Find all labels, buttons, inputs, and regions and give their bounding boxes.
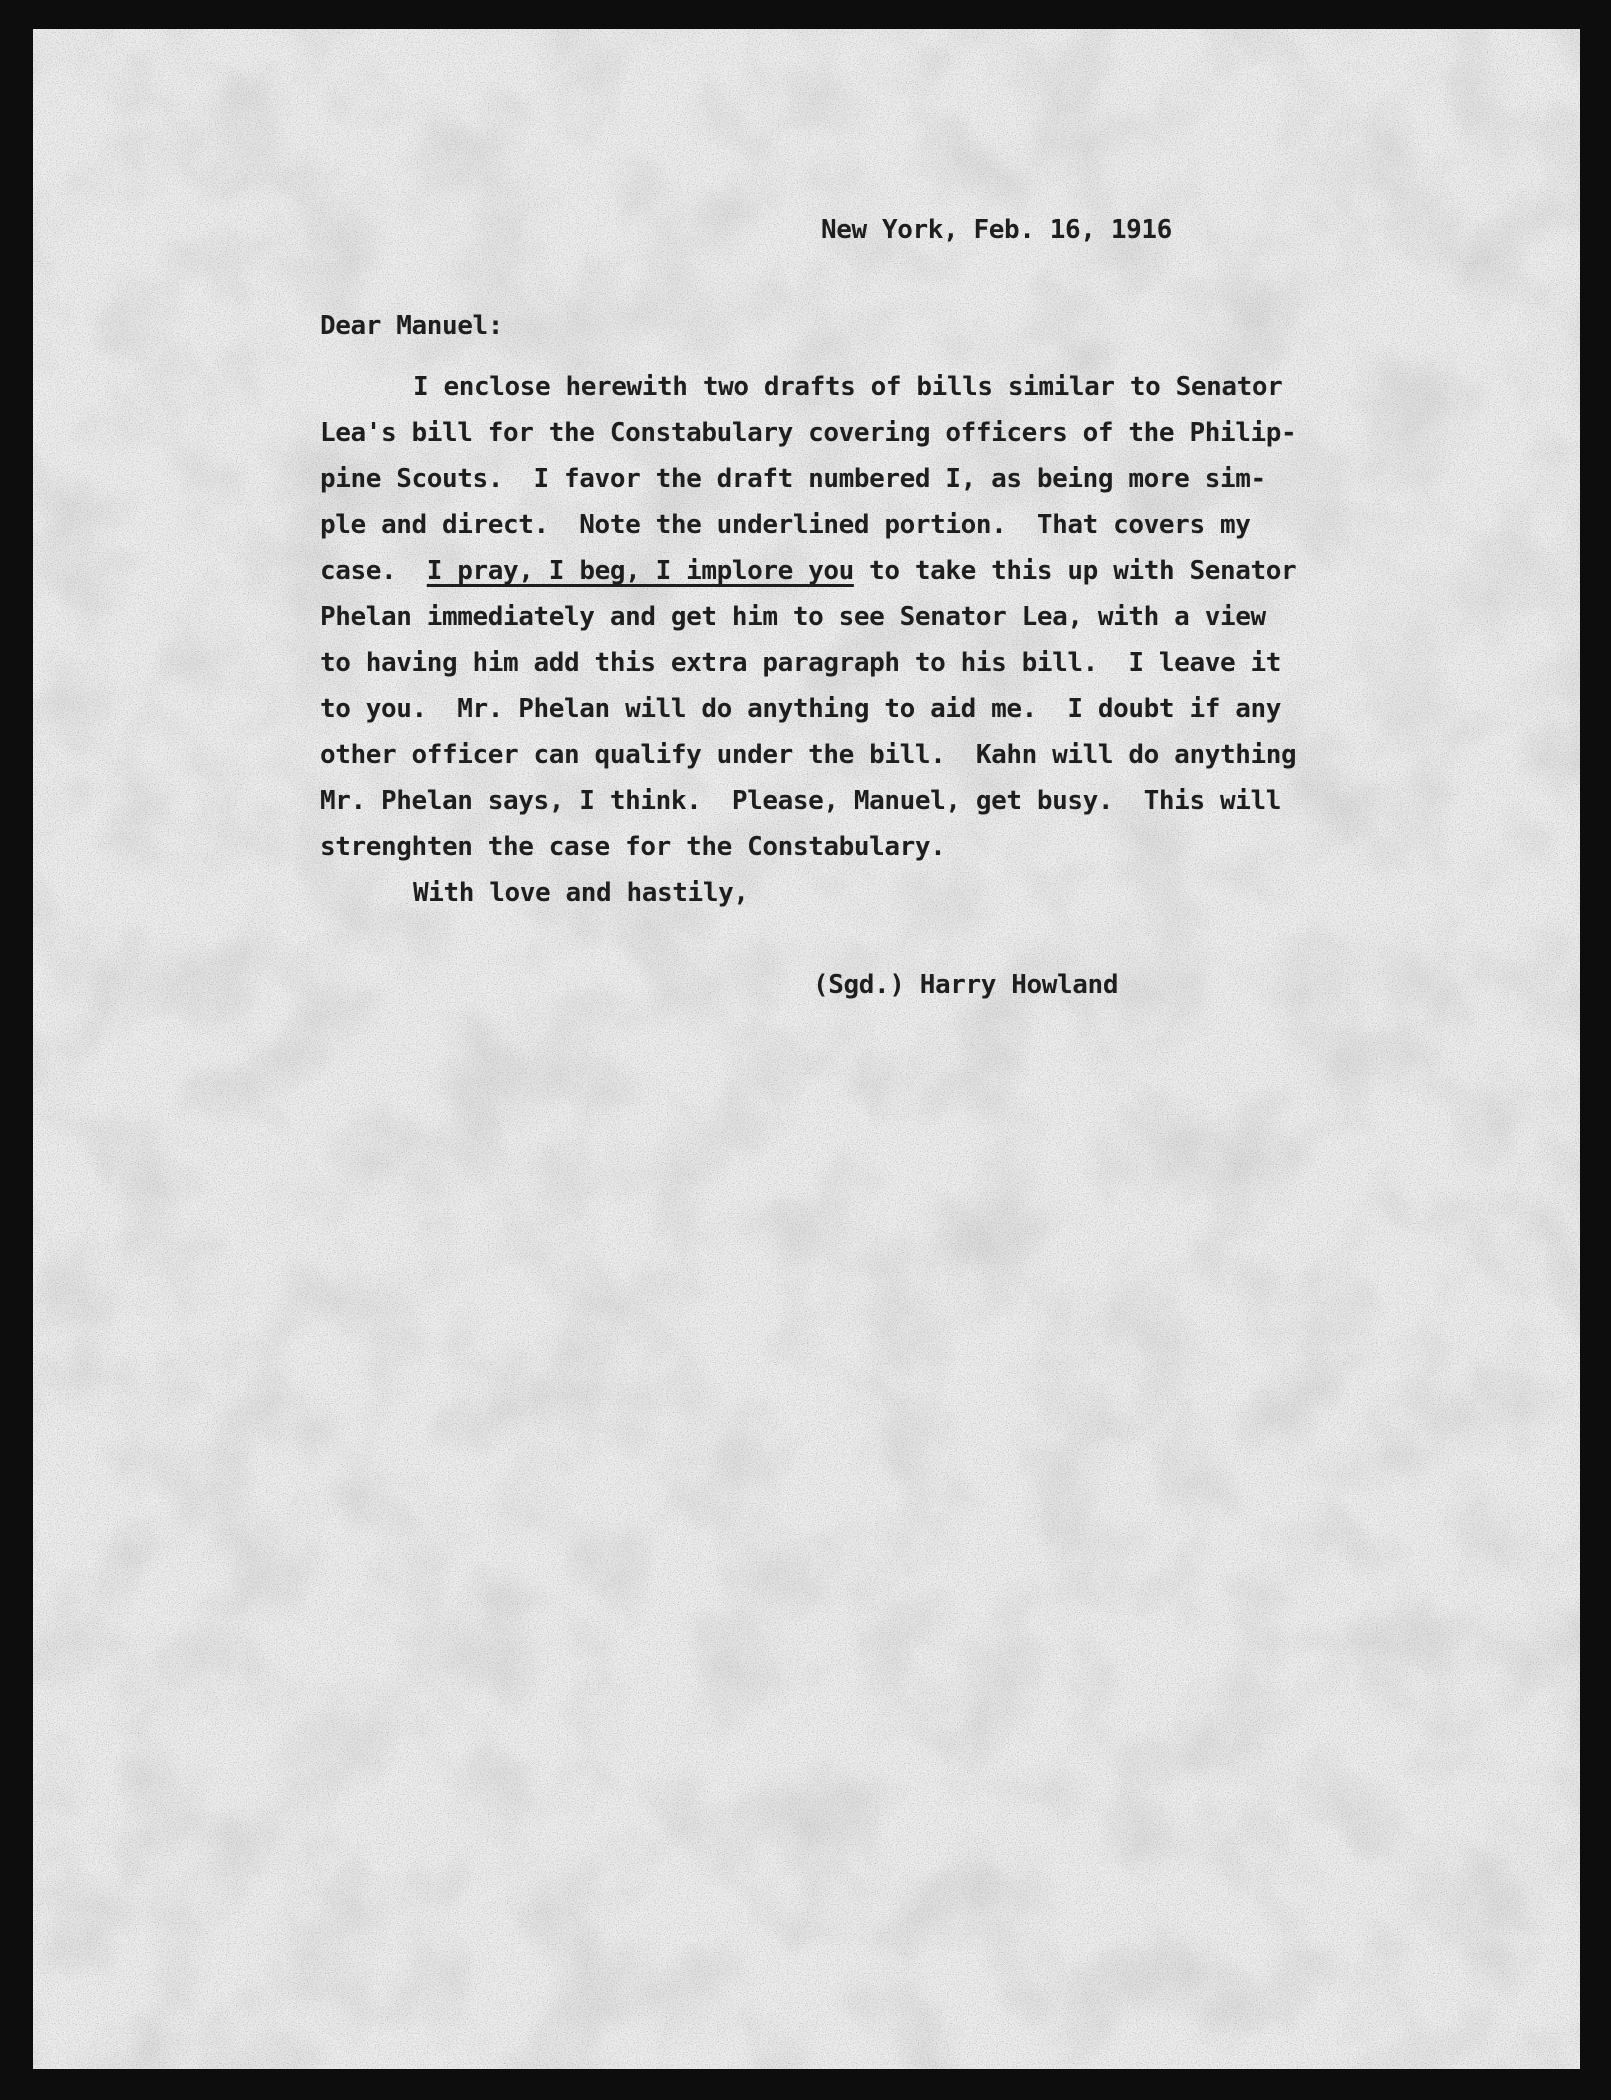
body-line-5-rest: to take this up with Senator [869,556,1297,586]
salutation: Dear Manuel: [320,311,504,341]
body-line-5-prefix: case. [320,556,427,586]
document-page [33,29,1580,2069]
body-line-6: Phelan immediately and get him to see Senator Lea, with a view [320,602,1266,632]
closing: With love and hastily, [413,878,749,908]
body-line-1: I enclose herewith two drafts of bills similar to Senator [413,372,1283,402]
body-line-2: Lea's bill for the Constabulary covering officers of the Philip- [320,418,1297,448]
dateline: New York, Feb. 16, 1916 [821,215,1172,245]
body-line-4: ple and direct. Note the underlined portion. That covers my [320,510,1251,540]
signature: (Sgd.) Harry Howland [813,970,1119,1000]
letter-text [33,29,1580,2069]
underlined-phrase: I pray, I beg, I implore you [426,556,854,586]
body-line-3: pine Scouts. I favor the draft numbered I, as being more sim- [320,464,1266,494]
body-line-11: strenghten the case for the Constabulary. [320,832,946,862]
body-line-9: other officer can qualify under the bill. Kahn will do anything [320,740,1297,770]
body-line-10: Mr. Phelan says, I think. Please, Manuel, get busy. This will [320,786,1281,816]
body-line-5 [320,556,1296,586]
body-line-7: to having him add this extra paragraph to his bill. I leave it [320,648,1281,678]
body-line-8: to you. Mr. Phelan will do anything to aid me. I doubt if any [320,694,1281,724]
